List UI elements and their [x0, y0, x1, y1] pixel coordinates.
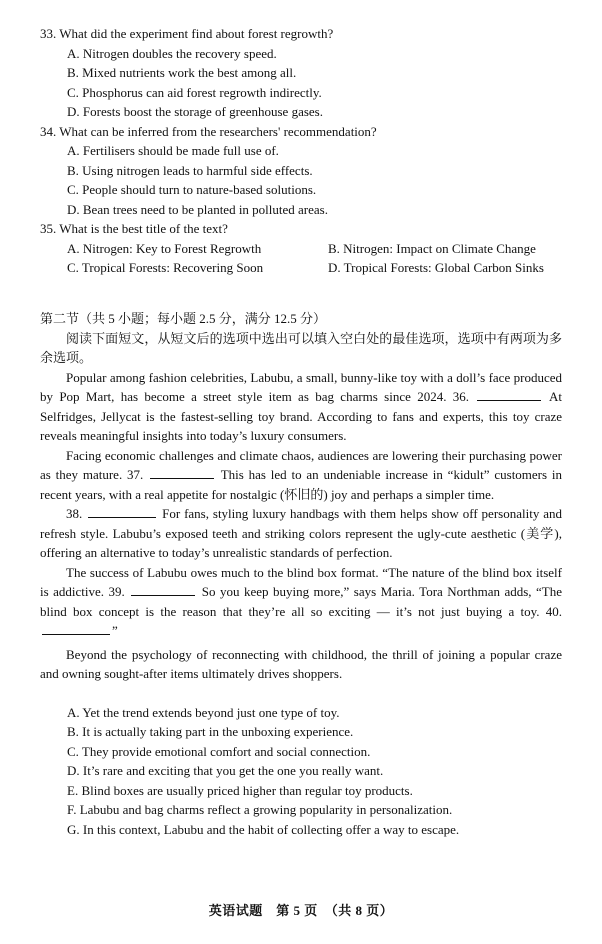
passage-text: At Selfridges, Jellycat is the fastest-selling toy brand. According to fans and experts, this toy craze reveals meaningful insights into today’s luxury consumers. — [40, 389, 563, 443]
option: D. Bean trees need to be planted in polluted areas. — [67, 201, 328, 217]
passage-text: This has led to an undeniable increase in “kidult” customers in recent years, with a real appetite for nostalgic (怀旧的) joy and perhaps a simpler time. — [40, 467, 563, 502]
passage-text: So you keep buying more,” says Maria. Tora Northman adds, “The blind box concept is the reason that they’re all so exciting — it’s not just buying a toy. 40. — [40, 584, 562, 619]
option: B. Mixed nutrients work the best among all. — [67, 65, 297, 80]
passage-paragraph-5: Beyond the psychology of reconnecting with childhood, the thrill of joining a popular craze and owning sought-after items ultimately drives shoppers. — [40, 646, 562, 681]
question-stem: 34. What can be inferred from the researchers' recommendation? — [40, 123, 377, 139]
question-stem: 33. What did the experiment find about forest regrowth? — [40, 26, 334, 41]
answer-blank-40 — [42, 622, 110, 635]
option-row — [40, 239, 562, 259]
option: D. It’s rare and exciting that you get the one you really want. — [67, 763, 384, 778]
answer-blank-36 — [477, 388, 541, 401]
passage-text: The success of Labubu owes much to the blind box format. “The nature of the blind box itself is addictive. 39. — [40, 564, 562, 599]
option: G. In this context, Labubu and the habit of collecting offer a way to escape. — [67, 821, 460, 837]
section-instruction: 阅读下面短文，从短文后的选项中选出可以填入空白处的最佳选项，选项中有两项为多余选项。 — [40, 330, 562, 365]
passage-text: ” — [112, 623, 118, 638]
answer-options — [40, 703, 562, 840]
answer-blank-37 — [150, 466, 214, 479]
option: A. Fertilisers should be made full use of. — [67, 143, 279, 158]
answer-blank-38 — [88, 505, 156, 518]
passage-paragraph-2 — [40, 446, 562, 505]
option: B. It is actually taking part in the unboxing experience. — [67, 724, 354, 739]
passage-paragraph-4 — [40, 563, 562, 641]
passage-text: 38. — [66, 506, 83, 521]
option: C. People should turn to nature-based solutions. — [67, 182, 317, 197]
option: A. Nitrogen doubles the recovery speed. — [67, 45, 277, 61]
exam-page — [40, 24, 562, 839]
option: D. Forests boost the storage of greenhouse gases. — [67, 104, 323, 119]
option-row — [40, 258, 562, 278]
passage-text: Popular among fashion celebrities, Labubu, a small, bunny-like toy with a doll’s face produced by Pop Mart, has become a street style item as bag charms since 2024. 36. — [40, 369, 562, 404]
question-stem: 35. What is the best title of the text? — [40, 221, 228, 236]
question-33 — [40, 24, 562, 122]
option: D. Tropical Forests: Global Carbon Sinks — [328, 260, 544, 275]
answer-blank-39 — [131, 583, 195, 596]
option: C. Phosphorus can aid forest regrowth indirectly. — [67, 84, 322, 100]
option: A. Nitrogen: Key to Forest Regrowth — [67, 240, 262, 256]
passage-paragraph-1 — [40, 368, 562, 446]
option: E. Blind boxes are usually priced higher than regular toy products. — [67, 782, 413, 798]
option: A. Yet the trend extends beyond just one type of toy. — [67, 704, 340, 720]
option: C. Tropical Forests: Recovering Soon — [67, 260, 264, 275]
option: B. Using nitrogen leads to harmful side effects. — [67, 162, 313, 178]
option: C. They provide emotional comfort and social connection. — [67, 743, 371, 759]
passage-paragraph-3 — [40, 504, 562, 563]
section-heading: 第二节（共 5 小题；每小题 2.5 分，满分 12.5 分） — [40, 310, 327, 326]
option: B. Nitrogen: Impact on Climate Change — [328, 240, 536, 256]
page-footer: 英语试题 第 5 页 （共 8 页） — [208, 903, 394, 918]
passage-text: Facing economic challenges and climate chaos, audiences are lowering their purchasing power as they mature. 37. — [40, 447, 562, 482]
option: F. Labubu and bag charms reflect a growing popularity in personalization. — [67, 802, 453, 817]
question-34 — [40, 122, 562, 220]
passage-text: For fans, styling luxury handbags with them helps show off personality and refresh style. Labubu’s exposed teeth and striking colors represent the ugly-cute aesthetic (美学), offering an alternative to today’s unrealistic standards of perfection. — [40, 506, 563, 560]
question-35 — [40, 219, 562, 278]
